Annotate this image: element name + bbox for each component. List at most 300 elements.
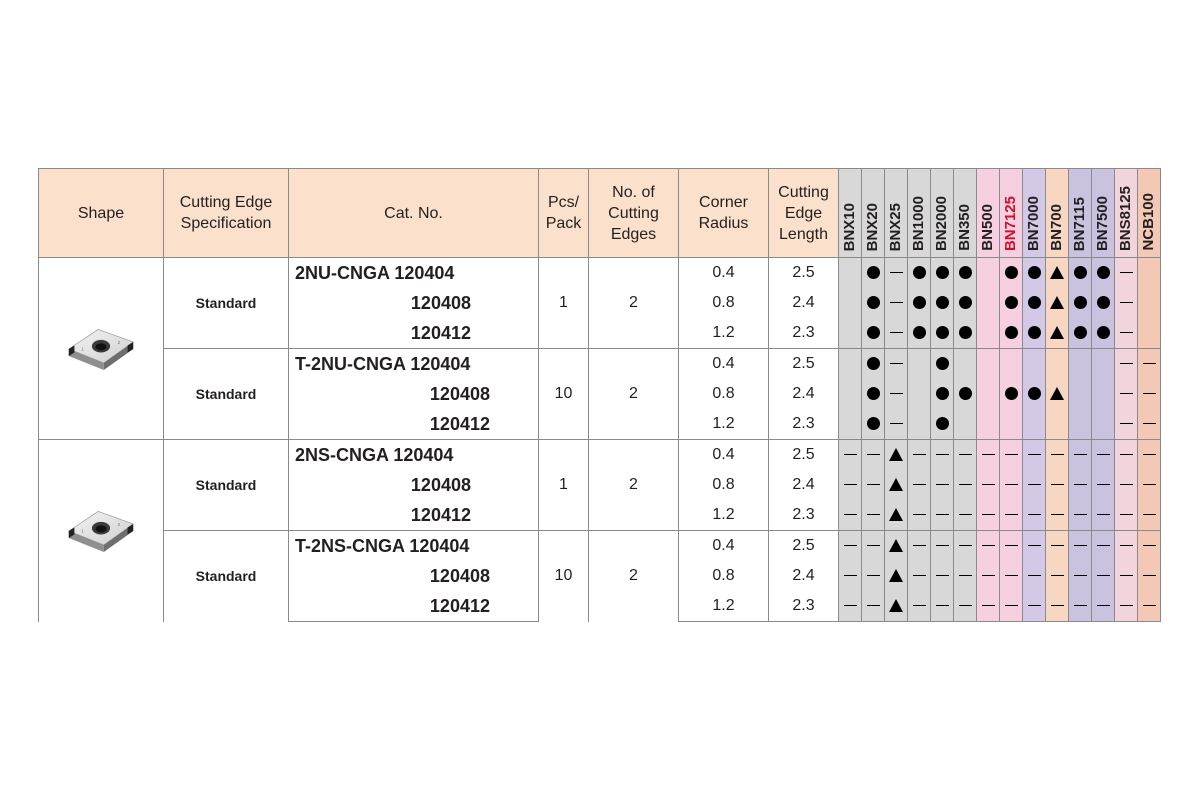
dash-icon: [867, 484, 880, 485]
edge-length-cell: 2.4: [769, 379, 839, 409]
grade-cell-bn7115: [1069, 500, 1092, 531]
recommended-dot-icon: [936, 387, 949, 400]
recommended-dot-icon: [1097, 326, 1110, 339]
grade-cell-ncb100: [1138, 349, 1161, 380]
grade-header-bn350: [954, 169, 977, 258]
grade-cell-bnx20: [862, 591, 885, 622]
grade-cell-bn7115: [1069, 409, 1092, 440]
dash-icon: [1074, 545, 1087, 546]
grade-cell-bn7125: [1000, 288, 1023, 318]
triangle-icon: [1050, 296, 1064, 309]
recommended-dot-icon: [936, 266, 949, 279]
dash-icon: [1005, 545, 1018, 546]
grade-cell-bn7500: [1092, 500, 1115, 531]
grade-cell-bnx25: [885, 500, 908, 531]
recommended-dot-icon: [959, 326, 972, 339]
grade-cell-bn1000: [908, 440, 931, 471]
recommended-dot-icon: [1074, 326, 1087, 339]
grade-header-bn7500: [1092, 169, 1115, 258]
dash-icon: [1028, 484, 1041, 485]
dash-icon: [1005, 575, 1018, 576]
grade-cell-bn7000: [1023, 440, 1046, 471]
grade-cell-bnx20: [862, 318, 885, 349]
edge-length-cell: 2.4: [769, 561, 839, 591]
dash-icon: [867, 545, 880, 546]
grade-cell-bn2000: [931, 440, 954, 471]
dash-icon: [1120, 454, 1133, 455]
dash-icon: [890, 423, 903, 424]
svg-text:2: 2: [117, 521, 121, 527]
grade-cell-bnx25: [885, 409, 908, 440]
grade-cell-bnx25: [885, 318, 908, 349]
grade-cell-bn350: [954, 318, 977, 349]
grade-cell-bn7000: [1023, 531, 1046, 562]
cat-no-cell: 120408: [289, 561, 539, 591]
grade-cell-bnx25: [885, 470, 908, 500]
grade-label: BNX25: [887, 202, 904, 251]
grade-cell-bnx25: [885, 379, 908, 409]
grade-cell-bn350: [954, 409, 977, 440]
grade-cell-bn7500: [1092, 470, 1115, 500]
dash-icon: [1074, 605, 1087, 606]
grade-cell-bn7000: [1023, 318, 1046, 349]
grade-cell-bn7115: [1069, 349, 1092, 380]
grade-cell-bn7500: [1092, 531, 1115, 562]
recommended-dot-icon: [913, 326, 926, 339]
grade-cell-bnx20: [862, 500, 885, 531]
edge-spec-cell: Standard: [164, 349, 289, 440]
grade-label: BNX10: [841, 202, 858, 251]
dash-icon: [890, 302, 903, 303]
header-edge-length: Cutting Edge Length: [769, 169, 839, 258]
edge-length-cell: 2.3: [769, 409, 839, 440]
grade-cell-bn2000: [931, 500, 954, 531]
grade-cell-ncb100: [1138, 379, 1161, 409]
grade-cell-bn700: [1046, 500, 1069, 531]
dash-icon: [959, 454, 972, 455]
dash-icon: [1143, 423, 1156, 424]
dash-icon: [982, 605, 995, 606]
recommended-dot-icon: [936, 326, 949, 339]
triangle-icon: [889, 599, 903, 612]
grade-cell-bns8125: [1115, 561, 1138, 591]
grade-cell-bn7500: [1092, 379, 1115, 409]
cat-no-cell: 2NS-CNGA 120404: [289, 440, 539, 471]
dash-icon: [844, 545, 857, 546]
grade-cell-bn7500: [1092, 318, 1115, 349]
grade-cell-bn1000: [908, 470, 931, 500]
grade-cell-bn7125: [1000, 561, 1023, 591]
dash-icon: [982, 514, 995, 515]
grade-cell-bn7000: [1023, 288, 1046, 318]
dash-icon: [1120, 272, 1133, 273]
grade-cell-bn7125: [1000, 470, 1023, 500]
grade-header-bnx10: [839, 169, 862, 258]
recommended-dot-icon: [959, 387, 972, 400]
edge-length-cell: 2.3: [769, 591, 839, 622]
grade-cell-bns8125: [1115, 500, 1138, 531]
header-corner-radius: Corner Radius: [679, 169, 769, 258]
dash-icon: [913, 605, 926, 606]
dash-icon: [1120, 423, 1133, 424]
edge-length-cell: 2.3: [769, 500, 839, 531]
grade-cell-bn7115: [1069, 288, 1092, 318]
dash-icon: [982, 454, 995, 455]
cnga-insert-icon: [66, 496, 136, 566]
grade-cell-bn7500: [1092, 258, 1115, 289]
grade-cell-bn7500: [1092, 288, 1115, 318]
grade-label: BN7125: [1002, 195, 1019, 251]
grade-cell-bn500: [977, 500, 1000, 531]
grade-cell-bn500: [977, 349, 1000, 380]
dash-icon: [913, 545, 926, 546]
grade-cell-ncb100: [1138, 500, 1161, 531]
grade-cell-ncb100: [1138, 591, 1161, 622]
recommended-dot-icon: [1028, 266, 1041, 279]
insert-grade-table: [38, 168, 1161, 622]
grade-cell-bnx25: [885, 591, 908, 622]
dash-icon: [1097, 514, 1110, 515]
grade-cell-bn1000: [908, 318, 931, 349]
grade-cell-bn1000: [908, 349, 931, 380]
grade-cell-ncb100: [1138, 470, 1161, 500]
triangle-icon: [1050, 266, 1064, 279]
grade-cell-bn500: [977, 409, 1000, 440]
dash-icon: [913, 484, 926, 485]
dash-icon: [1120, 393, 1133, 394]
recommended-dot-icon: [1074, 296, 1087, 309]
triangle-icon: [889, 478, 903, 491]
dash-icon: [844, 575, 857, 576]
grade-header-ncb100: [1138, 169, 1161, 258]
recommended-dot-icon: [1005, 326, 1018, 339]
grade-cell-bnx10: [839, 470, 862, 500]
dash-icon: [982, 484, 995, 485]
grade-cell-bn7500: [1092, 409, 1115, 440]
grade-cell-bnx20: [862, 470, 885, 500]
grade-cell-bn700: [1046, 288, 1069, 318]
recommended-dot-icon: [1005, 296, 1018, 309]
grade-cell-bn350: [954, 349, 977, 380]
dash-icon: [890, 332, 903, 333]
grade-cell-bn7125: [1000, 531, 1023, 562]
grade-cell-bn1000: [908, 561, 931, 591]
edge-length-cell: 2.5: [769, 349, 839, 380]
triangle-icon: [889, 508, 903, 521]
grade-label: BNX20: [864, 202, 881, 251]
table-row: [39, 349, 1161, 380]
grade-cell-bns8125: [1115, 349, 1138, 380]
shape-cell: [39, 440, 164, 622]
grade-cell-bn350: [954, 531, 977, 562]
grade-cell-bn350: [954, 288, 977, 318]
corner-radius-cell: 0.8: [679, 470, 769, 500]
grade-cell-bn7125: [1000, 258, 1023, 289]
dash-icon: [1143, 393, 1156, 394]
grade-cell-bnx20: [862, 409, 885, 440]
grade-header-bns8125: [1115, 169, 1138, 258]
dash-icon: [1074, 575, 1087, 576]
corner-radius-cell: 1.2: [679, 500, 769, 531]
grade-cell-bn700: [1046, 349, 1069, 380]
dash-icon: [959, 545, 972, 546]
recommended-dot-icon: [959, 266, 972, 279]
grade-cell-bnx25: [885, 288, 908, 318]
corner-radius-cell: 0.4: [679, 349, 769, 380]
cat-no-cell: 120408: [289, 379, 539, 409]
recommended-dot-icon: [1028, 326, 1041, 339]
dash-icon: [844, 454, 857, 455]
grade-cell-bn7125: [1000, 379, 1023, 409]
grade-cell-bnx10: [839, 379, 862, 409]
dash-icon: [1028, 454, 1041, 455]
recommended-dot-icon: [1097, 266, 1110, 279]
dash-icon: [867, 454, 880, 455]
insert-table-wrapper: [38, 168, 1161, 622]
grade-label: BN7115: [1071, 196, 1088, 251]
grade-cell-bnx20: [862, 440, 885, 471]
grade-cell-bn500: [977, 470, 1000, 500]
grade-cell-bn7000: [1023, 349, 1046, 380]
grade-cell-bnx25: [885, 258, 908, 289]
grade-cell-bnx25: [885, 531, 908, 562]
svg-text:2: 2: [117, 339, 121, 345]
recommended-dot-icon: [1074, 266, 1087, 279]
grade-cell-bnx10: [839, 318, 862, 349]
edge-spec-cell: Standard: [164, 531, 289, 622]
grade-cell-bnx10: [839, 258, 862, 289]
grade-cell-bns8125: [1115, 258, 1138, 289]
dash-icon: [1051, 545, 1064, 546]
dash-icon: [1005, 514, 1018, 515]
grade-cell-bnx25: [885, 440, 908, 471]
corner-radius-cell: 1.2: [679, 318, 769, 349]
grade-cell-bns8125: [1115, 379, 1138, 409]
grade-cell-ncb100: [1138, 440, 1161, 471]
grade-cell-bn1000: [908, 591, 931, 622]
grade-cell-bnx20: [862, 349, 885, 380]
cutting-edges-cell: 2: [589, 349, 679, 440]
dash-icon: [1143, 363, 1156, 364]
grade-cell-bns8125: [1115, 591, 1138, 622]
grade-cell-bn7125: [1000, 591, 1023, 622]
grade-cell-bn350: [954, 258, 977, 289]
grade-cell-bn7500: [1092, 591, 1115, 622]
grade-cell-bn7125: [1000, 440, 1023, 471]
cat-no-cell: 120412: [289, 591, 539, 622]
corner-radius-cell: 0.8: [679, 379, 769, 409]
grade-cell-bn7115: [1069, 379, 1092, 409]
dash-icon: [1097, 454, 1110, 455]
corner-radius-cell: 0.8: [679, 561, 769, 591]
grade-cell-bn7125: [1000, 409, 1023, 440]
dash-icon: [1028, 575, 1041, 576]
grade-cell-bn700: [1046, 409, 1069, 440]
grade-cell-bn2000: [931, 349, 954, 380]
recommended-dot-icon: [867, 417, 880, 430]
dash-icon: [959, 605, 972, 606]
grade-cell-bnx20: [862, 531, 885, 562]
dash-icon: [913, 454, 926, 455]
cutting-edges-cell: 2: [589, 440, 679, 531]
dash-icon: [936, 575, 949, 576]
grade-cell-bn7500: [1092, 349, 1115, 380]
grade-cell-bnx10: [839, 561, 862, 591]
grade-cell-bn7115: [1069, 318, 1092, 349]
grade-cell-ncb100: [1138, 258, 1161, 289]
dash-icon: [890, 393, 903, 394]
grade-cell-bn2000: [931, 531, 954, 562]
grade-cell-bn1000: [908, 288, 931, 318]
dash-icon: [844, 514, 857, 515]
grade-cell-bn700: [1046, 258, 1069, 289]
dash-icon: [1120, 605, 1133, 606]
header-shape: Shape: [39, 169, 164, 258]
grade-cell-bnx20: [862, 258, 885, 289]
recommended-dot-icon: [1005, 266, 1018, 279]
grade-cell-bns8125: [1115, 318, 1138, 349]
dash-icon: [867, 605, 880, 606]
cutting-edges-cell: 2: [589, 258, 679, 349]
dash-icon: [1143, 484, 1156, 485]
edge-length-cell: 2.5: [769, 258, 839, 289]
recommended-dot-icon: [867, 266, 880, 279]
grade-cell-bns8125: [1115, 470, 1138, 500]
grade-cell-bnx20: [862, 288, 885, 318]
grade-cell-bn7500: [1092, 440, 1115, 471]
grade-cell-bn2000: [931, 591, 954, 622]
dash-icon: [867, 514, 880, 515]
dash-icon: [890, 272, 903, 273]
grade-cell-bn7115: [1069, 470, 1092, 500]
grade-cell-bn7000: [1023, 258, 1046, 289]
grade-cell-bn1000: [908, 258, 931, 289]
dash-icon: [982, 575, 995, 576]
dash-icon: [1074, 454, 1087, 455]
dash-icon: [1005, 484, 1018, 485]
grade-label: BN700: [1048, 204, 1065, 251]
grade-cell-bn500: [977, 561, 1000, 591]
recommended-dot-icon: [913, 296, 926, 309]
dash-icon: [1005, 605, 1018, 606]
dash-icon: [959, 575, 972, 576]
grade-cell-bn500: [977, 288, 1000, 318]
edge-length-cell: 2.5: [769, 531, 839, 562]
header-spec: Cutting Edge Specification: [164, 169, 289, 258]
recommended-dot-icon: [1028, 387, 1041, 400]
dash-icon: [1120, 363, 1133, 364]
recommended-dot-icon: [936, 357, 949, 370]
grade-header-bn1000: [908, 169, 931, 258]
grade-cell-bn7000: [1023, 561, 1046, 591]
dash-icon: [959, 514, 972, 515]
dash-icon: [1097, 575, 1110, 576]
grade-cell-bn7125: [1000, 500, 1023, 531]
grade-header-bn7115: [1069, 169, 1092, 258]
grade-cell-bn7125: [1000, 318, 1023, 349]
table-row: [39, 440, 1161, 471]
grade-cell-bn1000: [908, 379, 931, 409]
grade-cell-bn7115: [1069, 561, 1092, 591]
corner-radius-cell: 0.8: [679, 288, 769, 318]
cat-no-cell: 120408: [289, 470, 539, 500]
grade-cell-bn1000: [908, 409, 931, 440]
dash-icon: [1143, 575, 1156, 576]
recommended-dot-icon: [959, 296, 972, 309]
header-pcs-pack: Pcs/ Pack: [539, 169, 589, 258]
triangle-icon: [1050, 326, 1064, 339]
edge-spec-cell: Standard: [164, 258, 289, 349]
grade-cell-ncb100: [1138, 288, 1161, 318]
grade-label: BN500: [979, 204, 996, 251]
triangle-icon: [889, 539, 903, 552]
grade-cell-ncb100: [1138, 561, 1161, 591]
grade-label: BN7500: [1094, 195, 1111, 251]
dash-icon: [1143, 545, 1156, 546]
recommended-dot-icon: [867, 387, 880, 400]
recommended-dot-icon: [867, 357, 880, 370]
grade-cell-bnx10: [839, 440, 862, 471]
dash-icon: [1051, 575, 1064, 576]
grade-label: BNS8125: [1117, 185, 1134, 251]
grade-header-bn700: [1046, 169, 1069, 258]
grade-cell-bn7115: [1069, 440, 1092, 471]
cat-no-cell: 120412: [289, 500, 539, 531]
cat-no-cell: T-2NS-CNGA 120404: [289, 531, 539, 562]
grade-cell-bnx10: [839, 500, 862, 531]
header-cutting-edges: No. of Cutting Edges: [589, 169, 679, 258]
grade-cell-ncb100: [1138, 409, 1161, 440]
grade-cell-bn7000: [1023, 379, 1046, 409]
grade-cell-bnx10: [839, 531, 862, 562]
grade-cell-bn700: [1046, 379, 1069, 409]
cat-no-cell: 2NU-CNGA 120404: [289, 258, 539, 289]
recommended-dot-icon: [913, 266, 926, 279]
corner-radius-cell: 1.2: [679, 591, 769, 622]
grade-cell-bn2000: [931, 288, 954, 318]
dash-icon: [936, 454, 949, 455]
corner-radius-cell: 0.4: [679, 440, 769, 471]
dash-icon: [1120, 302, 1133, 303]
grade-cell-bnx25: [885, 561, 908, 591]
grade-cell-bn2000: [931, 318, 954, 349]
dash-icon: [1097, 605, 1110, 606]
grade-header-bnx25: [885, 169, 908, 258]
dash-icon: [1074, 484, 1087, 485]
grade-cell-bn350: [954, 561, 977, 591]
table-row: [39, 258, 1161, 289]
triangle-icon: [889, 569, 903, 582]
grade-header-bn7000: [1023, 169, 1046, 258]
edge-length-cell: 2.4: [769, 470, 839, 500]
dash-icon: [867, 575, 880, 576]
grade-cell-bn7115: [1069, 258, 1092, 289]
dash-icon: [1097, 484, 1110, 485]
dash-icon: [1051, 484, 1064, 485]
grade-cell-bnx10: [839, 409, 862, 440]
grade-cell-bn2000: [931, 409, 954, 440]
grade-cell-bn1000: [908, 500, 931, 531]
svg-text:1: 1: [81, 528, 84, 534]
grade-cell-bn700: [1046, 318, 1069, 349]
edge-spec-cell: Standard: [164, 440, 289, 531]
dash-icon: [1028, 545, 1041, 546]
recommended-dot-icon: [867, 296, 880, 309]
grade-cell-bn350: [954, 379, 977, 409]
grade-header-bn2000: [931, 169, 954, 258]
grade-cell-bn2000: [931, 470, 954, 500]
dash-icon: [1143, 605, 1156, 606]
